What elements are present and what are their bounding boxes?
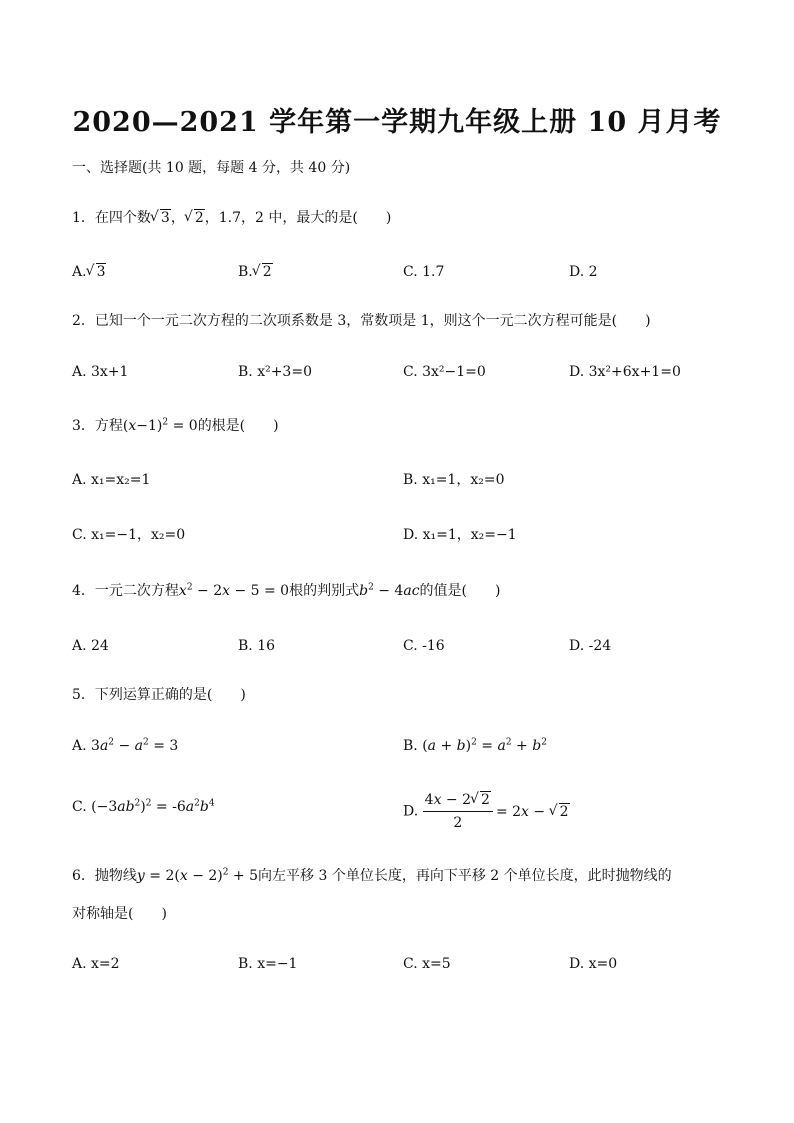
q3-prefix: 3．方程 (72, 418, 123, 434)
q5-option-c[interactable] (72, 797, 215, 817)
q5-option-d-fraction: $\frac{4x - 2√ 2}{2}$ (423, 790, 493, 833)
q4-suffix: 的值是( ) (419, 583, 501, 599)
q5-option-a-expr: $3a^2 - a^2 = 3$ (91, 737, 179, 754)
q3-equation: $(x-1)^2 = 0$ (122, 417, 198, 434)
question-5: 5．下列运算正确的是( ) (72, 687, 246, 703)
q3-option-a[interactable]: A. x₁=x₂=1 (72, 472, 151, 488)
question-6 (72, 866, 672, 886)
question-4 (72, 581, 500, 601)
q5-option-d-rhs: = 2x − √ 2 (496, 804, 570, 820)
question-1: 1．在四个数√ 3，√ 2，1.7，2 中，最大的是( ) (72, 208, 391, 228)
q1-option-a-label: A. (72, 264, 87, 280)
q5-option-d[interactable] (403, 790, 570, 833)
section-heading: 一、选择题(共 10 题，每题 4 分，共 40 分) (72, 160, 351, 176)
question-3 (72, 416, 279, 436)
q1-option-a[interactable] (72, 262, 106, 282)
q5-option-b-label: B. (403, 738, 418, 754)
q3-option-d[interactable]: D. x₁=1，x₂=−1 (403, 527, 517, 543)
q2-option-c[interactable]: C. 3x²−1=0 (403, 364, 486, 380)
q1-suffix: ，1.7，2 中，最大的是( ) (204, 210, 392, 226)
q5-option-d-label: D. (403, 803, 419, 820)
q6-option-d[interactable]: D. x=0 (569, 956, 618, 972)
q4-discriminant: $b^2 - 4ac$ (359, 582, 420, 599)
sqrt2-expression: √ 2 (185, 208, 205, 228)
q3-option-c[interactable]: C. x₁=−1，x₂=0 (72, 527, 186, 543)
page-title: 2020—2021 学年第一学期九年级上册 10 月月考 (72, 107, 722, 138)
q1-option-b[interactable] (238, 262, 273, 282)
question-2: 2．已知一个一元二次方程的二次项系数是 3，常数项是 1，则这个一元二次方程可能是( ) (72, 313, 651, 329)
q4-option-b[interactable]: B. 16 (238, 638, 276, 654)
q5-option-b[interactable] (403, 736, 547, 756)
q3-option-b[interactable]: B. x₁=1，x₂=0 (403, 472, 505, 488)
question-6-line2: 对称轴是( ) (72, 906, 167, 922)
q4-option-c[interactable]: C. -16 (403, 638, 445, 654)
q1-option-d[interactable]: D. 2 (569, 264, 598, 280)
q4-equation: $x^2 - 2x - 5 = 0$ (178, 582, 290, 599)
q6-option-c[interactable]: C. x=5 (403, 956, 451, 972)
q2-option-d[interactable]: D. 3x²+6x+1=0 (569, 364, 681, 380)
q1-option-c[interactable]: C. 1.7 (403, 264, 445, 280)
q6-parabola: $y = 2(x - 2)^2 + 5$ (136, 867, 259, 884)
q4-option-d[interactable]: D. -24 (569, 638, 612, 654)
q1-prefix: 1．在四个数 (72, 210, 151, 226)
q2-option-b[interactable]: B. x²+3=0 (238, 364, 312, 380)
q1-option-b-label: B. (238, 264, 253, 280)
q5-option-b-expr: $(a + b)^2 = a^2 + b^2$ (422, 737, 547, 754)
option-b-sqrt2: √ 2 (253, 262, 273, 282)
q5-option-c-expr: $(-3ab^2)^2 = -6a^2b^4$ (91, 798, 215, 815)
q5-option-a[interactable] (72, 736, 178, 756)
q6-option-a[interactable]: A. x=2 (72, 956, 120, 972)
q6-option-b[interactable]: B. x=−1 (238, 956, 298, 972)
option-a-sqrt3: √ 3 (87, 262, 107, 282)
q5-option-c-label: C. (72, 799, 87, 815)
sqrt3-expression: √ 3 (151, 208, 171, 228)
q6-prefix: 6．抛物线 (72, 868, 137, 884)
q5-option-a-label: A. (72, 738, 87, 754)
q4-option-a[interactable]: A. 24 (72, 638, 109, 654)
q6-suffix: 向左平移 3 个单位长度，再向下平移 2 个单位长度，此时抛物线的 (258, 868, 672, 884)
q4-prefix: 4．一元二次方程 (72, 583, 179, 599)
q4-middle: 根的判别式 (289, 583, 360, 599)
q2-option-a[interactable]: A. 3x+1 (72, 364, 129, 380)
q3-suffix: 的根是( ) (197, 418, 279, 434)
